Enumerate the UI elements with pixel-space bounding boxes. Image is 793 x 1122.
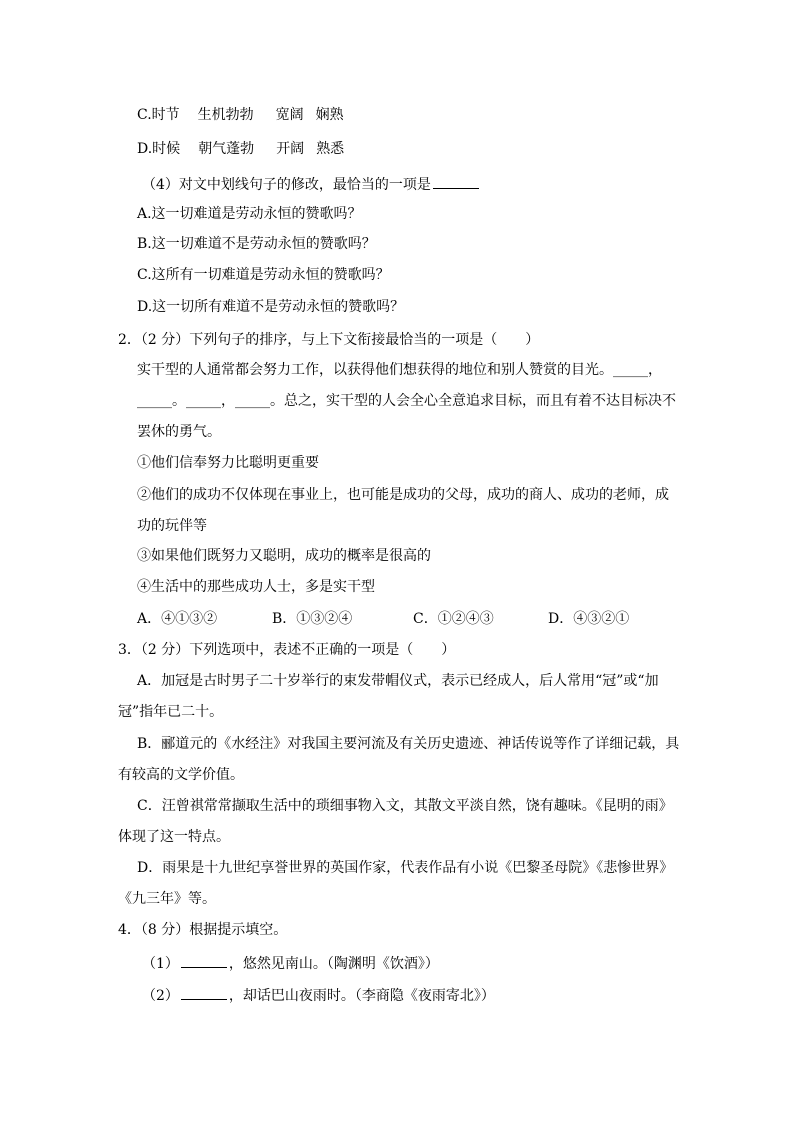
q4-item-1-text: ，悠然见南山。（陶渊明《饮酒》） bbox=[228, 956, 439, 972]
option-c-row bbox=[137, 105, 344, 125]
question-4-stem: 4．（8 分）根据提示填空。 bbox=[118, 922, 288, 938]
option-c-letter: C.时节 bbox=[137, 107, 180, 123]
q4-item-2 bbox=[142, 985, 495, 1005]
q4-item-2-number: （2） bbox=[142, 988, 179, 1004]
q3-option-a-line-1: A．加冠是古时男子二十岁举行的束发带帽仪式，表示已经成人，后人常用“冠”或“加 bbox=[137, 673, 659, 689]
q2-sentence-4: ④生活中的那些成功人士，多是实干型 bbox=[137, 579, 375, 595]
q2-paragraph-line-2: _____。_____，_____。总之，实干型的人会全心全意追求目标，而且有着不达目标决不 bbox=[137, 393, 676, 409]
q2-sentence-2-line-2: 功的玩伴等 bbox=[137, 518, 207, 534]
q3-option-c-line-2: 体现了这一特点。 bbox=[118, 829, 230, 845]
q2-option-a[interactable]: A．④①③② bbox=[137, 611, 218, 627]
option-d-row bbox=[137, 139, 344, 159]
question-2-stem: 2．（2 分）下列句子的排序，与上下文衔接最恰当的一项是（ ） bbox=[118, 332, 540, 348]
option-c-word3: 娴熟 bbox=[315, 107, 344, 123]
option-c-word2: 宽阔 bbox=[275, 107, 304, 123]
q2-paragraph-line-1: 实干型的人通常都会努力工作，以获得他们想获得的地位和别人赞赏的目光。_____， bbox=[137, 362, 662, 378]
sub4-option-b: B.这一切难道不是劳动永恒的赞歌吗？ bbox=[137, 236, 376, 252]
q2-sentence-2-line-1: ②他们的成功不仅体现在事业上，也可能是成功的父母，成功的商人、成功的老师，成 bbox=[137, 487, 669, 503]
q4-item-2-blank[interactable] bbox=[181, 985, 227, 1000]
option-c-word1: 生机勃勃 bbox=[197, 107, 254, 123]
q3-option-b-line-1: B．郦道元的《水经注》对我国主要河流及有关历史遗迹、神话传说等作了详细记载，具 bbox=[137, 736, 680, 752]
q2-option-b[interactable]: B．①③②④ bbox=[272, 611, 353, 627]
q3-option-d-line-1: D．雨果是十九世纪享誉世界的英国作家，代表作品有小说《巴黎圣母院》《悲惨世界》 bbox=[137, 860, 674, 876]
answer-blank[interactable] bbox=[433, 174, 479, 189]
q4-item-1-number: （1） bbox=[142, 956, 179, 972]
option-d-word1: 朝气蓬勃 bbox=[198, 141, 255, 157]
option-d-word3: 熟悉 bbox=[316, 141, 345, 157]
q2-sentence-1: ①他们信奉努力比聪明更重要 bbox=[137, 455, 319, 471]
q3-option-b-line-2: 有较高的文学价值。 bbox=[118, 767, 244, 783]
sub-question-4 bbox=[142, 174, 481, 194]
question-3-stem: 3．（2 分）下列选项中，表述不正确的一项是（ ） bbox=[118, 642, 456, 658]
q4-item-2-text: ，却话巴山夜雨时。（李商隐《夜雨寄北》） bbox=[228, 988, 495, 1004]
q4-item-1-blank[interactable] bbox=[181, 953, 227, 968]
sub4-option-d: D.这一切所有难道不是劳动永恒的赞歌吗？ bbox=[137, 299, 405, 315]
sub4-option-a: A.这一切难道是劳动永恒的赞歌吗？ bbox=[137, 206, 362, 222]
option-d-word2: 开阔 bbox=[276, 141, 305, 157]
option-d-letter: D.时候 bbox=[137, 141, 181, 157]
q2-option-c[interactable]: C．①②④③ bbox=[413, 611, 494, 627]
q2-option-d[interactable]: D．④③②① bbox=[548, 611, 630, 627]
sub4-option-c: C.这所有一切难道是劳动永恒的赞歌吗？ bbox=[137, 267, 390, 283]
q2-paragraph-line-3: 罢休的勇气。 bbox=[137, 424, 221, 440]
sub-question-4-text: （4）对文中划线句子的修改，最恰当的一项是 bbox=[142, 177, 431, 193]
q2-sentence-3: ③如果他们既努力又聪明，成功的概率是很高的 bbox=[137, 548, 431, 564]
q4-item-1 bbox=[142, 953, 439, 973]
q3-option-c-line-1: C．汪曾祺常常撷取生活中的琐细事物入文，其散文平淡自然，饶有趣味。《昆明的雨》 bbox=[137, 798, 673, 814]
q3-option-d-line-2: 《九三年》等。 bbox=[118, 891, 216, 907]
q3-option-a-line-2: 冠”指年已二十。 bbox=[118, 704, 224, 720]
